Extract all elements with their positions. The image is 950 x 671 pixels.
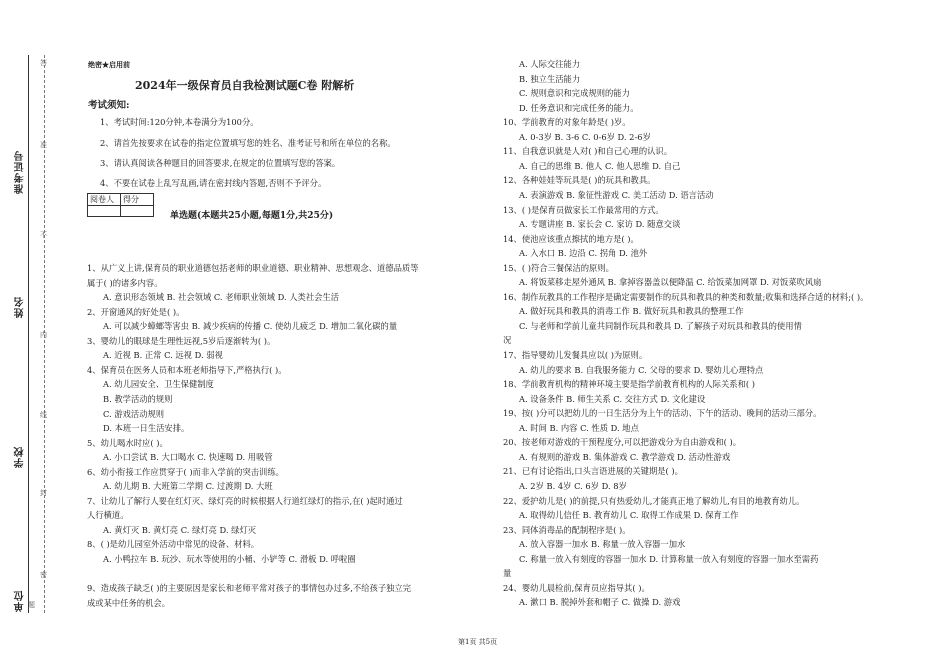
binding-mark: 封 bbox=[40, 489, 47, 497]
question-line: A. 专题讲座 B. 家长会 C. 家访 D. 随意交谈 bbox=[519, 219, 681, 230]
question-line: C. 称量一放入有刻度的容器一加水 D. 计算称量一放入有刻度的容器一加水至需药 bbox=[519, 553, 819, 564]
question-line: C. 与老师和学前儿童共同制作玩具和教具 D. 了解孩子对玩具和教具的使用情 bbox=[519, 320, 802, 331]
question-line: B. 独立生活能力 bbox=[519, 73, 581, 84]
question-line: 况 bbox=[503, 335, 512, 346]
question-line: B. 教学活动的规则 bbox=[103, 393, 173, 404]
exam-id-label: 准考证号 bbox=[15, 150, 26, 194]
question-line: C. 游戏活动规则 bbox=[103, 408, 165, 419]
question-line: A. 将饭菜移走屋外通风 B. 拿掉容器盖以便降温 C. 给饭菜加网罩 D. 对饭菜吹风扇 bbox=[519, 277, 822, 288]
question-line: 21、已有讨论指出,口头言语进展的关键期是( )。 bbox=[503, 466, 683, 477]
score-blank bbox=[121, 206, 154, 217]
question-line: A. 幼儿期 B. 大班第二学期 C. 过渡期 D. 大班 bbox=[103, 481, 273, 492]
section-title: 单选题(本题共25小题,每题1分,共25分) bbox=[170, 211, 334, 221]
question-line: A. 小口尝试 B. 大口喝水 C. 快速喝 D. 用吸管 bbox=[103, 452, 273, 463]
question-line: A. 0-3岁 B. 3-6 C. 0-6岁 D. 2-6岁 bbox=[519, 131, 651, 142]
question-line: 人行横道。 bbox=[87, 510, 129, 521]
page-title: 2024年一级保育员自我检测试题C卷 附解析 bbox=[135, 79, 355, 92]
question-line: 1、从广义上讲,保育员的职业道德包括老师的职业道德、职业精神、思想观念、道德品质等 bbox=[87, 263, 419, 273]
binding-mark: 答 bbox=[40, 59, 47, 67]
question-line: A. 时间 B. 内容 C. 性质 D. 地点 bbox=[519, 422, 639, 433]
question-line: 成或某中任务的机会。 bbox=[87, 597, 170, 608]
question-line: A. 幼儿园安全、卫生保健制度 bbox=[103, 379, 214, 390]
name-label: 姓名 bbox=[15, 296, 26, 318]
binding-mark: 准 bbox=[40, 141, 47, 149]
reviewer-cell: 阅卷人 bbox=[88, 194, 121, 206]
question-line: 23、同体消毒品的配制程序是( )。 bbox=[503, 524, 631, 535]
question-line: 15、( )符合三餐保洁的原则。 bbox=[503, 262, 614, 273]
question-line: A. 近视 B. 正常 C. 远视 D. 弱视 bbox=[103, 350, 223, 361]
question-line: 7、让幼儿了解行人要在红灯灭、绿灯亮的时候根据人行道红绿灯的指示,在( )起时通过 bbox=[87, 495, 403, 506]
notes-heading: 考试须知: bbox=[88, 100, 130, 111]
binding-mark: 密 bbox=[40, 571, 47, 579]
school-label: 学校 bbox=[15, 446, 26, 468]
note-item: 1、考试时间:120分钟,本卷满分为100分。 bbox=[100, 117, 259, 127]
question-line: 3、婴幼儿的眼球是生理性远视,5岁后逐渐转为( )。 bbox=[87, 335, 276, 346]
question-line: A. 自己的思维 B. 他人 C. 他人思维 D. 自己 bbox=[519, 160, 681, 171]
question-line: A. 小鸭拉车 B. 玩沙、玩水等使用的小桶、小铲等 C. 滑板 D. 呼啦圈 bbox=[103, 554, 356, 564]
question-line: 20、按老师对游戏的干预程度分,可以把游戏分为自由游戏和( )。 bbox=[503, 437, 742, 448]
question-line: 8、( )是幼儿园室外活动中常见的设备、材料。 bbox=[87, 539, 260, 550]
secret-tag: 绝密★启用前 bbox=[88, 60, 130, 69]
question-line: A. 意识形态领域 B. 社会领域 C. 老师职业领域 D. 人类社会生活 bbox=[103, 292, 340, 303]
question-line: A. 黄灯灭 B. 黄灯亮 C. 绿灯亮 D. 绿灯灭 bbox=[103, 524, 257, 535]
question-line: 14、使池应该重点擦拭的地方是( )。 bbox=[503, 233, 639, 244]
question-line: 17、指导婴幼儿发餐具应以( )为原则。 bbox=[503, 350, 648, 360]
question-line: A. 有规则的游戏 B. 集体游戏 C. 教学游戏 D. 活动性游戏 bbox=[519, 451, 731, 462]
question-line: D. 任务意识和完成任务的能力。 bbox=[519, 102, 639, 113]
question-line: A. 入水口 B. 边沿 C. 拐角 D. 池外 bbox=[519, 248, 648, 259]
question-line: A. 设备条件 B. 师生关系 C. 交往方式 D. 文化建设 bbox=[519, 393, 706, 404]
region-label: 题 bbox=[28, 601, 35, 609]
binding-mark: 内 bbox=[40, 331, 47, 339]
question-line: 11、自我意识就是人对( )和自己心理的认识。 bbox=[503, 146, 673, 157]
score-table bbox=[87, 193, 154, 217]
binding-mark: 不 bbox=[40, 231, 47, 239]
question-line: 12、各种娃娃等玩具是( )的玩具和教具。 bbox=[503, 175, 656, 186]
binding-mark: 线 bbox=[40, 411, 47, 419]
question-line: A. 幼儿的要求 B. 自我服务能力 C. 父母的要求 D. 婴幼儿心理特点 bbox=[519, 364, 764, 375]
note-item: 2、请首先按要求在试卷的指定位置填写您的姓名、准考证号和所在单位的名称。 bbox=[100, 138, 396, 148]
question-line: 22、爱护幼儿是( )的前提,只有热爱幼儿,才能真正地了解幼儿,有目的地教育幼儿。 bbox=[503, 495, 805, 506]
question-line: A. 人际交往能力 bbox=[519, 59, 581, 69]
unit-label: 单位 bbox=[15, 590, 26, 612]
score-cell: 得分 bbox=[121, 194, 154, 206]
reviewer-blank bbox=[88, 206, 121, 217]
question-line: A. 放入容器一加水 B. 称量一放入容器一加水 bbox=[519, 539, 686, 550]
question-line: 6、幼小衔接工作应贯穿于( )而非入学前的突击训练。 bbox=[87, 466, 284, 477]
question-line: 16、制作玩教具的工作程序是确定需要制作的玩具和教具的种类和数量;收集和选择合适的材料;( )。 bbox=[503, 291, 869, 302]
question-line: 10、学前教育的对象年龄是( )岁。 bbox=[503, 117, 631, 128]
page-number: 第1页 共5页 bbox=[458, 638, 498, 646]
question-line: 5、幼儿喝水时应( )。 bbox=[87, 437, 168, 448]
question-line: 量 bbox=[503, 568, 512, 579]
question-line: A. 做好玩具和教具的消毒工作 B. 做好玩具和教具的整理工作 bbox=[519, 306, 744, 317]
question-line: 4、保育员在医务人员和本班老师指导下,严格执行( )。 bbox=[87, 364, 287, 375]
question-line: A. 取得幼儿信任 B. 教育幼儿 C. 取得工作成果 D. 保育工作 bbox=[519, 510, 739, 521]
question-line: 13、( )是保育员做家长工作最常用的方式。 bbox=[503, 204, 664, 215]
question-line: 属于( )的诸多内容。 bbox=[87, 277, 163, 288]
note-item: 3、请认真阅读各种题目的回答要求,在规定的位置填写您的答案。 bbox=[100, 158, 341, 168]
note-item: 4、不要在试卷上乱写乱画,请在密封线内答题,否则不予评分。 bbox=[100, 178, 327, 188]
question-line: A. 可以减少蟑螂等害虫 B. 减少疾病的传播 C. 使幼儿疲乏 D. 增加二氧化碳的量 bbox=[103, 321, 398, 332]
question-line: 9、造成孩子缺乏( )的主要原因是家长和老师平常对孩子的事情包办过多,不给孩子独立完 bbox=[87, 583, 412, 594]
question-line: A. 2岁 B. 4岁 C. 6岁 D. 8岁 bbox=[519, 480, 627, 491]
question-line: C. 规则意识和完成规则的能力 bbox=[519, 88, 630, 99]
question-line: 24、婴幼儿晨检前,保育员应指导其( )。 bbox=[503, 582, 650, 593]
question-line: A. 漱口 B. 脱掉外套和帽子 C. 做操 D. 游戏 bbox=[519, 597, 681, 608]
question-line: D. 本班一日生活安排。 bbox=[103, 423, 190, 434]
question-line: 19、按( )分可以把幼儿的一日生活分为上午的活动、下午的活动、晚间的活动三部分。 bbox=[503, 408, 822, 419]
question-line: A. 表演游戏 B. 象征性游戏 C. 美工活动 D. 语言活动 bbox=[519, 189, 714, 200]
question-line: 18、学前教育机构的精神环境主要是指学前教育机构的人际关系和( ) bbox=[503, 379, 755, 390]
question-line: 2、开窗通风的好处是( )。 bbox=[87, 306, 185, 317]
